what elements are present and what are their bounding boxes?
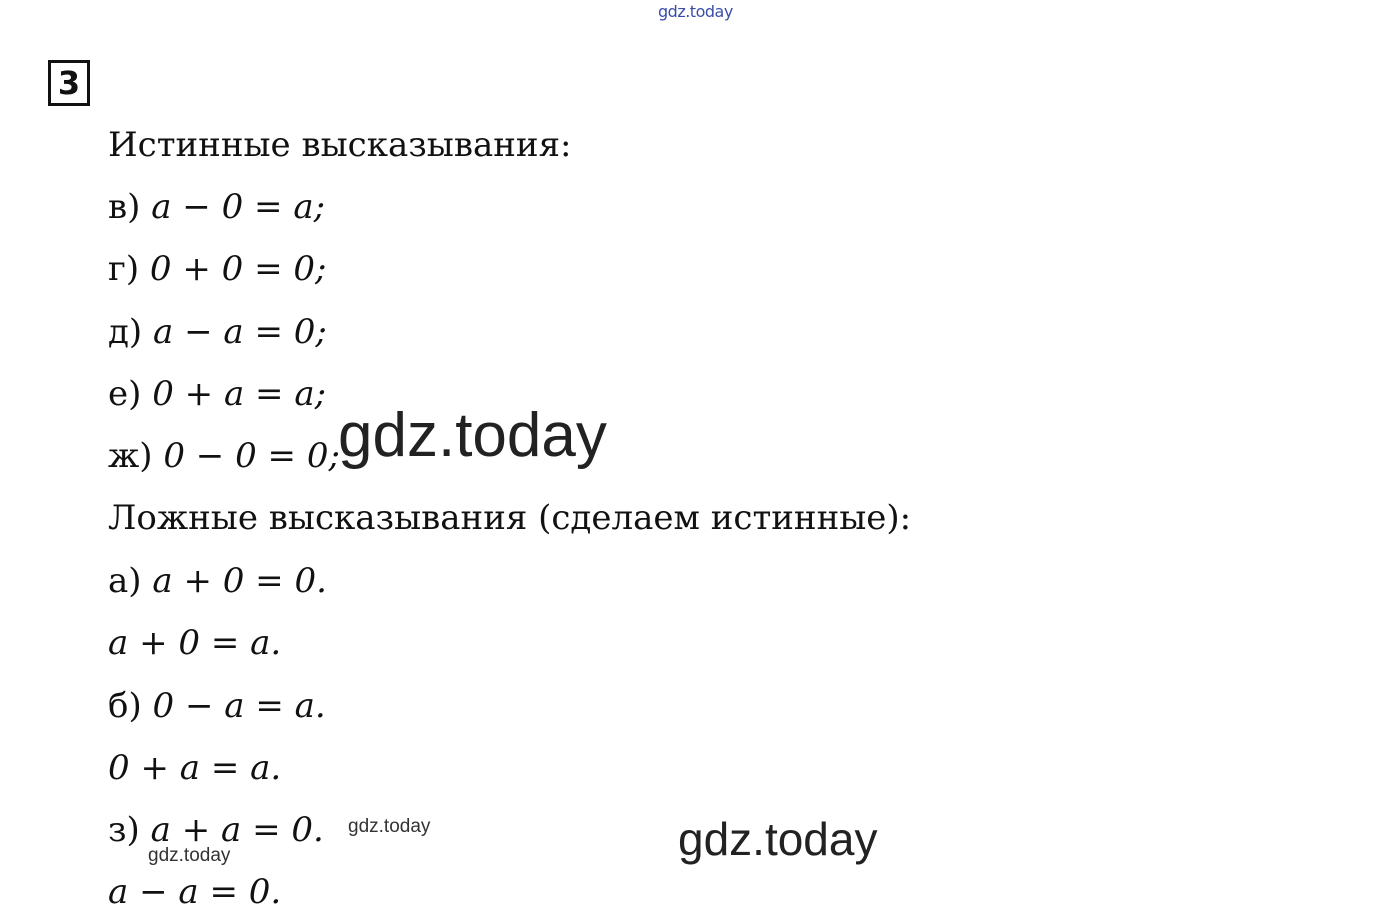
item-expression: a + 0 = a.: [108, 623, 282, 663]
item-expression: a + 0 = 0.: [152, 561, 327, 601]
false-item: [108, 872, 281, 912]
false-item: [108, 686, 326, 726]
task-number-box: [48, 60, 90, 106]
true-item: [108, 249, 326, 289]
item-label: а): [108, 561, 142, 601]
item-label: ж): [108, 436, 153, 476]
item-label: г): [108, 249, 140, 289]
true-item: [108, 187, 325, 227]
item-expression: a − a = 0.: [108, 872, 282, 912]
false-item: [108, 748, 281, 788]
item-label: в): [108, 187, 141, 227]
item-expression: 0 + a = a;: [152, 374, 327, 414]
true-item: [108, 374, 326, 414]
false-item: [108, 561, 327, 601]
false-heading: Ложные высказывания (сделаем истинные):: [108, 498, 912, 538]
true-item: [108, 436, 340, 476]
item-expression: a + a = 0.: [150, 810, 324, 850]
item-label: д): [108, 312, 143, 352]
watermark-small: gdz.today: [148, 845, 231, 866]
task-number: 3: [57, 64, 81, 102]
item-expression: a − a = 0;: [153, 312, 327, 352]
watermark-small: gdz.today: [348, 816, 431, 837]
item-label: е): [108, 374, 142, 414]
item-expression: a − 0 = a;: [151, 187, 326, 227]
item-label: б): [108, 686, 142, 726]
item-expression: 0 + 0 = 0;: [149, 249, 327, 289]
watermark-top: gdz.today: [658, 2, 733, 21]
watermark-large: gdz.today: [338, 401, 607, 470]
item-expression: 0 − a = a.: [152, 686, 326, 726]
false-item: [108, 623, 281, 663]
true-item: [108, 312, 327, 352]
item-label: з): [108, 810, 140, 850]
item-expression: 0 − 0 = 0;: [163, 436, 340, 476]
watermark-large: gdz.today: [678, 813, 878, 865]
item-expression: 0 + a = a.: [108, 748, 282, 788]
false-item: [108, 810, 324, 850]
true-heading: Истинные высказывания:: [108, 125, 572, 165]
